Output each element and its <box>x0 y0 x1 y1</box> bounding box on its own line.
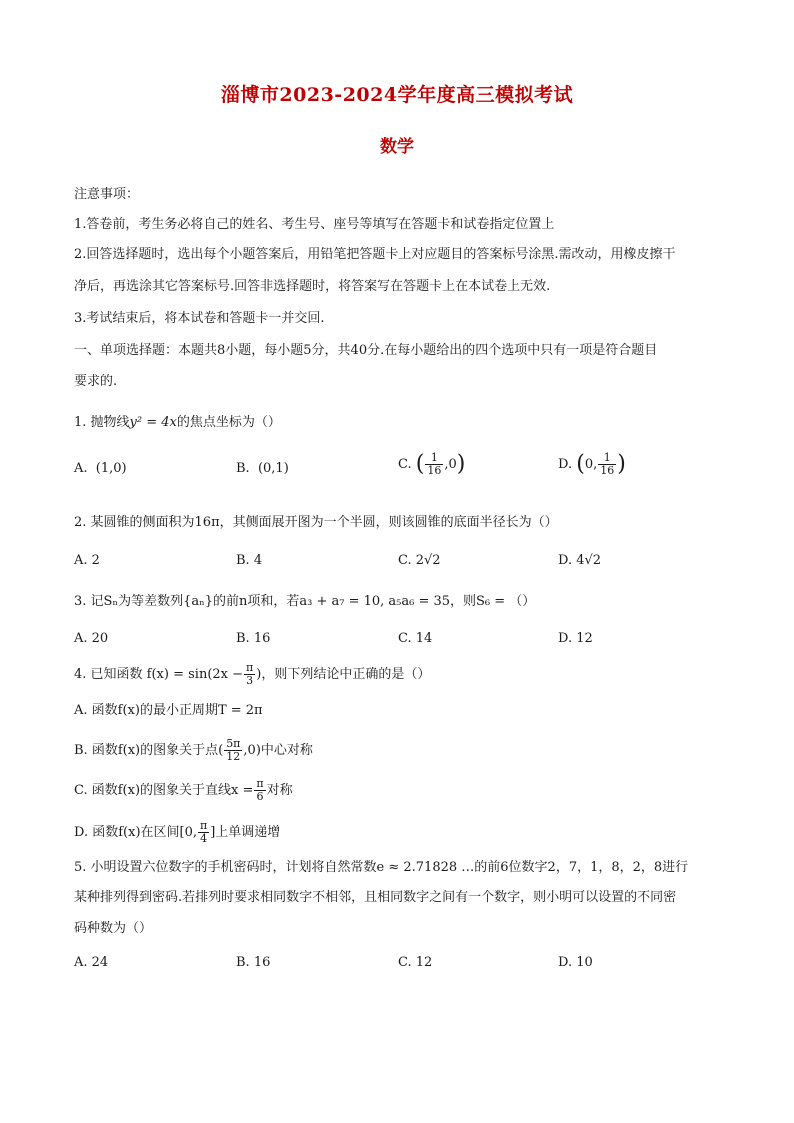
q1-post: 的焦点坐标为（） <box>176 415 281 430</box>
section1-heading-cont: 要求的. <box>74 374 118 389</box>
q1-option-b: B. (0,1) <box>236 461 289 476</box>
q4-option-c: C. 函数f(x)的图象关于直线x = $\frac{\pi}{6}$ 对称 <box>74 777 293 803</box>
q3-option-c: C. 14 <box>398 631 433 646</box>
q2-option-d: D. 4√2 <box>558 553 602 568</box>
q5-option-a: A. 24 <box>74 955 109 970</box>
q5-option-d: D. 10 <box>558 955 593 970</box>
note-item-2-cont: 净后，再选涂其它答案标号.回答非选择题时，将答案写在答题卡上在本试卷上无效. <box>74 279 551 294</box>
exam-subject: 数学 <box>380 137 414 157</box>
question-4: 4. 已知函数 f(x) = sin(2x − $\frac{\pi}{3}$ )，则下列结论中正确的是（） <box>74 661 431 687</box>
note-item-1: 1.答卷前，考生务必将自己的姓名、考生号、座号等填写在答题卡和试卷指定位置上 <box>74 217 555 232</box>
q3-option-d: D. 12 <box>558 631 593 646</box>
q1-expr: y² = 4x <box>129 415 177 430</box>
q1-option-a: A. (1,0) <box>74 461 127 476</box>
question-5: 5. 小明设置六位数字的手机密码时，计划将自然常数e ≈ 2.71828 …的前6位数字2，7，1，8，2，8进行 <box>74 860 689 875</box>
q2-option-b: B. 4 <box>236 553 263 568</box>
q3-option-a: A. 20 <box>74 631 109 646</box>
q1-pre: 1. 抛物线 <box>74 415 130 430</box>
q5-option-b: B. 16 <box>236 955 271 970</box>
question-3: 3. 记Sₙ为等差数列{aₙ}的前n项和，若a₃ + a₇ = 10, a₅a₆ = 35，则S₆ = （） <box>74 594 536 609</box>
question-1 <box>74 414 281 432</box>
notes-heading: 注意事项： <box>74 187 140 202</box>
q2-option-a: A. 2 <box>74 553 100 568</box>
question-2: 2. 某圆锥的侧面积为16π，其侧面展开图为一个半圆，则该圆锥的底面半径长为（） <box>74 515 558 530</box>
q2-option-c: C. 2√2 <box>398 553 441 568</box>
q4-option-a: A. 函数f(x)的最小正周期T = 2π <box>74 703 263 718</box>
note-item-2: 2.回答选择题时，选出每个小题答案后，用铅笔把答题卡上对应题目的答案标号涂黑.需改动，用橡皮擦干 <box>74 247 676 262</box>
question-5-cont-1: 某种排列得到密码.若排列时要求相同数字不相邻，且相同数字之间有一个数字，则小明可以设置的不同密 <box>74 890 677 905</box>
q1-option-d: D. (0, $\frac{1}{16}$ ) <box>558 451 626 477</box>
section1-heading: 一、单项选择题：本题共8小题，每小题5分，共40分.在每小题给出的四个选项中只有一项是符合题目 <box>74 343 658 358</box>
q3-option-b: B. 16 <box>236 631 271 646</box>
note-item-3: 3.考试结束后，将本试卷和答题卡一并交回. <box>74 311 325 326</box>
question-5-cont-2: 码种数为（） <box>74 921 153 936</box>
q1-option-c: C. ( $\frac{1}{16}$ ,0) <box>398 451 466 477</box>
q4-option-d: D. 函数f(x)在区间[0, $\frac{\pi}{4}$ ]上单调递增 <box>74 819 281 845</box>
q5-option-c: C. 12 <box>398 955 433 970</box>
q4-option-b: B. 函数f(x)的图象关于点( $\frac{5\pi}{12}$ ,0)中心对称 <box>74 737 313 763</box>
exam-title: 淄博市2023-2024学年度高三模拟考试 <box>220 84 574 106</box>
